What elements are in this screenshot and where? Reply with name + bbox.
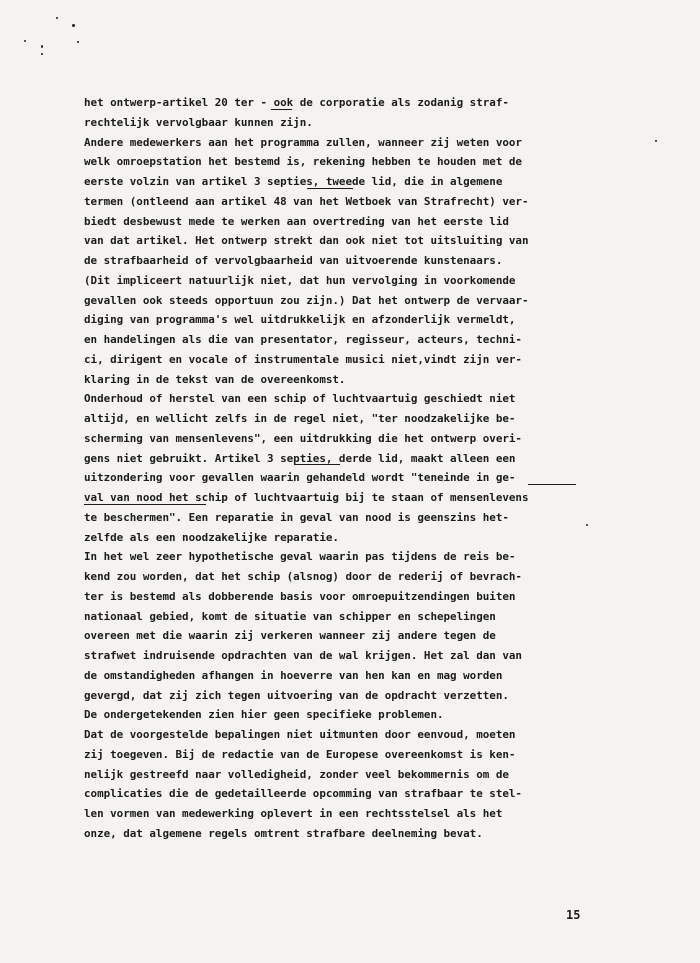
text-line: van dat artikel. Het ontwerp strekt dan ook niet tot uitsluiting van bbox=[84, 234, 529, 248]
text-line: complicaties die de gedetailleerde opcomming van strafbaar te stel- bbox=[84, 787, 522, 801]
text-line: uitzondering voor gevallen waarin gehandeld wordt "teneinde in ge- bbox=[84, 471, 516, 485]
text-line: (Dit impliceert natuurlijk niet, dat hun vervolging in voorkomende bbox=[84, 273, 516, 287]
text-line: altijd, en wellicht zelfs in de regel niet, "ter noodzakelijke be- bbox=[84, 412, 516, 425]
text-line: ter is bestemd als dobberende basis voor omroepuitzendingen buiten bbox=[84, 589, 516, 603]
scan-speck bbox=[41, 45, 43, 48]
scan-speck bbox=[77, 41, 79, 43]
text-line: ci, dirigent en vocale of instrumentale musici niet,vindt zijn ver- bbox=[84, 352, 522, 366]
scan-speck bbox=[72, 24, 75, 27]
text-line: zelfde als een noodzakelijke reparatie. bbox=[84, 530, 339, 544]
scan-speck bbox=[56, 17, 58, 19]
text-line: val van nood het schip of luchtvaartuig bij te staan of mensenlevens bbox=[84, 491, 529, 504]
text-line: gens niet gebruikt. Artikel 3 septies, derde lid, maakt alleen een bbox=[84, 451, 516, 465]
text-line: Andere medewerkers aan het programma zullen, wanneer zij weten voor bbox=[84, 135, 522, 149]
text-line: en handelingen als die van presentator, regisseur, acteurs, techni- bbox=[84, 333, 522, 346]
page-number: 15 bbox=[566, 908, 581, 922]
text-line: onze, dat algemene regels omtrent strafbare deelneming bevat. bbox=[84, 826, 483, 840]
text-line: het ontwerp-artikel 20 ter - ook de corporatie als zodanig straf- bbox=[84, 96, 509, 109]
scan-speck bbox=[41, 53, 43, 55]
text-line: nelijk gestreefd naar volledigheid, zonder veel bekommernis om de bbox=[84, 767, 509, 781]
text-line: kend zou worden, dat het schip (alsnog) door de rederij of bevrach- bbox=[84, 570, 522, 583]
text-line: rechtelijk vervolgbaar kunnen zijn. bbox=[84, 115, 313, 129]
text-line: termen (ontleend aan artikel 48 van het Wetboek van Strafrecht) ver- bbox=[84, 194, 529, 208]
text-line: overeen met die waarin zij verkeren wanneer zij andere tegen de bbox=[84, 629, 496, 643]
text-line: diging van programma's wel uitdrukkelijk en afzonderlijk vermeldt, bbox=[84, 313, 516, 327]
scan-speck bbox=[655, 140, 657, 142]
text-line: Dat de voorgestelde bepalingen niet uitmunten door eenvoud, moeten bbox=[84, 728, 516, 741]
text-line: scherming van mensenlevens", een uitdrukking die het ontwerp overi- bbox=[84, 431, 522, 445]
text-line: nationaal gebied, komt de situatie van schipper en schepelingen bbox=[84, 609, 496, 623]
text-line: eerste volzin van artikel 3 septies, tweede lid, die in algemene bbox=[84, 175, 503, 188]
body-text bbox=[84, 93, 624, 844]
text-line: Onderhoud of herstel van een schip of luchtvaartuig geschiedt niet bbox=[84, 392, 516, 406]
text-line: klaring in de tekst van de overeenkomst. bbox=[84, 372, 346, 386]
underline-in-geval-van-nood-2 bbox=[84, 504, 206, 505]
underline-in-geval-van-nood bbox=[528, 484, 576, 485]
text-line: biedt desbewust mede te werken aan overtreding van het eerste lid bbox=[84, 214, 509, 228]
text-line: zij toegeven. Bij de redactie van de Europese overeenkomst is ken- bbox=[84, 747, 516, 761]
text-line: gevallen ook steeds opportuun zou zijn.) Dat het ontwerp de vervaar- bbox=[84, 293, 529, 307]
scan-speck bbox=[24, 40, 26, 42]
text-line: de omstandigheden afhangen in hoeverre van hen kan en mag worden bbox=[84, 668, 503, 682]
text-line: de strafbaarheid of vervolgbaarheid van uitvoerende kunstenaars. bbox=[84, 254, 503, 267]
text-line: strafwet indruisende opdrachten van de wal krijgen. Het zal dan van bbox=[84, 649, 522, 662]
text-line: In het wel zeer hypothetische geval waarin pas tijdens de reis be- bbox=[84, 550, 516, 564]
text-line: welk omroepstation het bestemd is, rekening hebben te houden met de bbox=[84, 155, 522, 169]
text-line: De ondergetekenden zien hier geen specifieke problemen. bbox=[84, 708, 444, 722]
underline-septies-1 bbox=[307, 188, 353, 189]
underline-septies-2 bbox=[294, 464, 340, 465]
text-line: te beschermen". Een reparatie in geval van nood is geenszins het- bbox=[84, 510, 509, 524]
text-line: len vormen van medewerking oplevert in een rechtsstelsel als het bbox=[84, 807, 503, 820]
text-line: gevergd, dat zij zich tegen uitvoering van de opdracht verzetten. bbox=[84, 688, 509, 702]
underline-ter bbox=[271, 109, 292, 110]
